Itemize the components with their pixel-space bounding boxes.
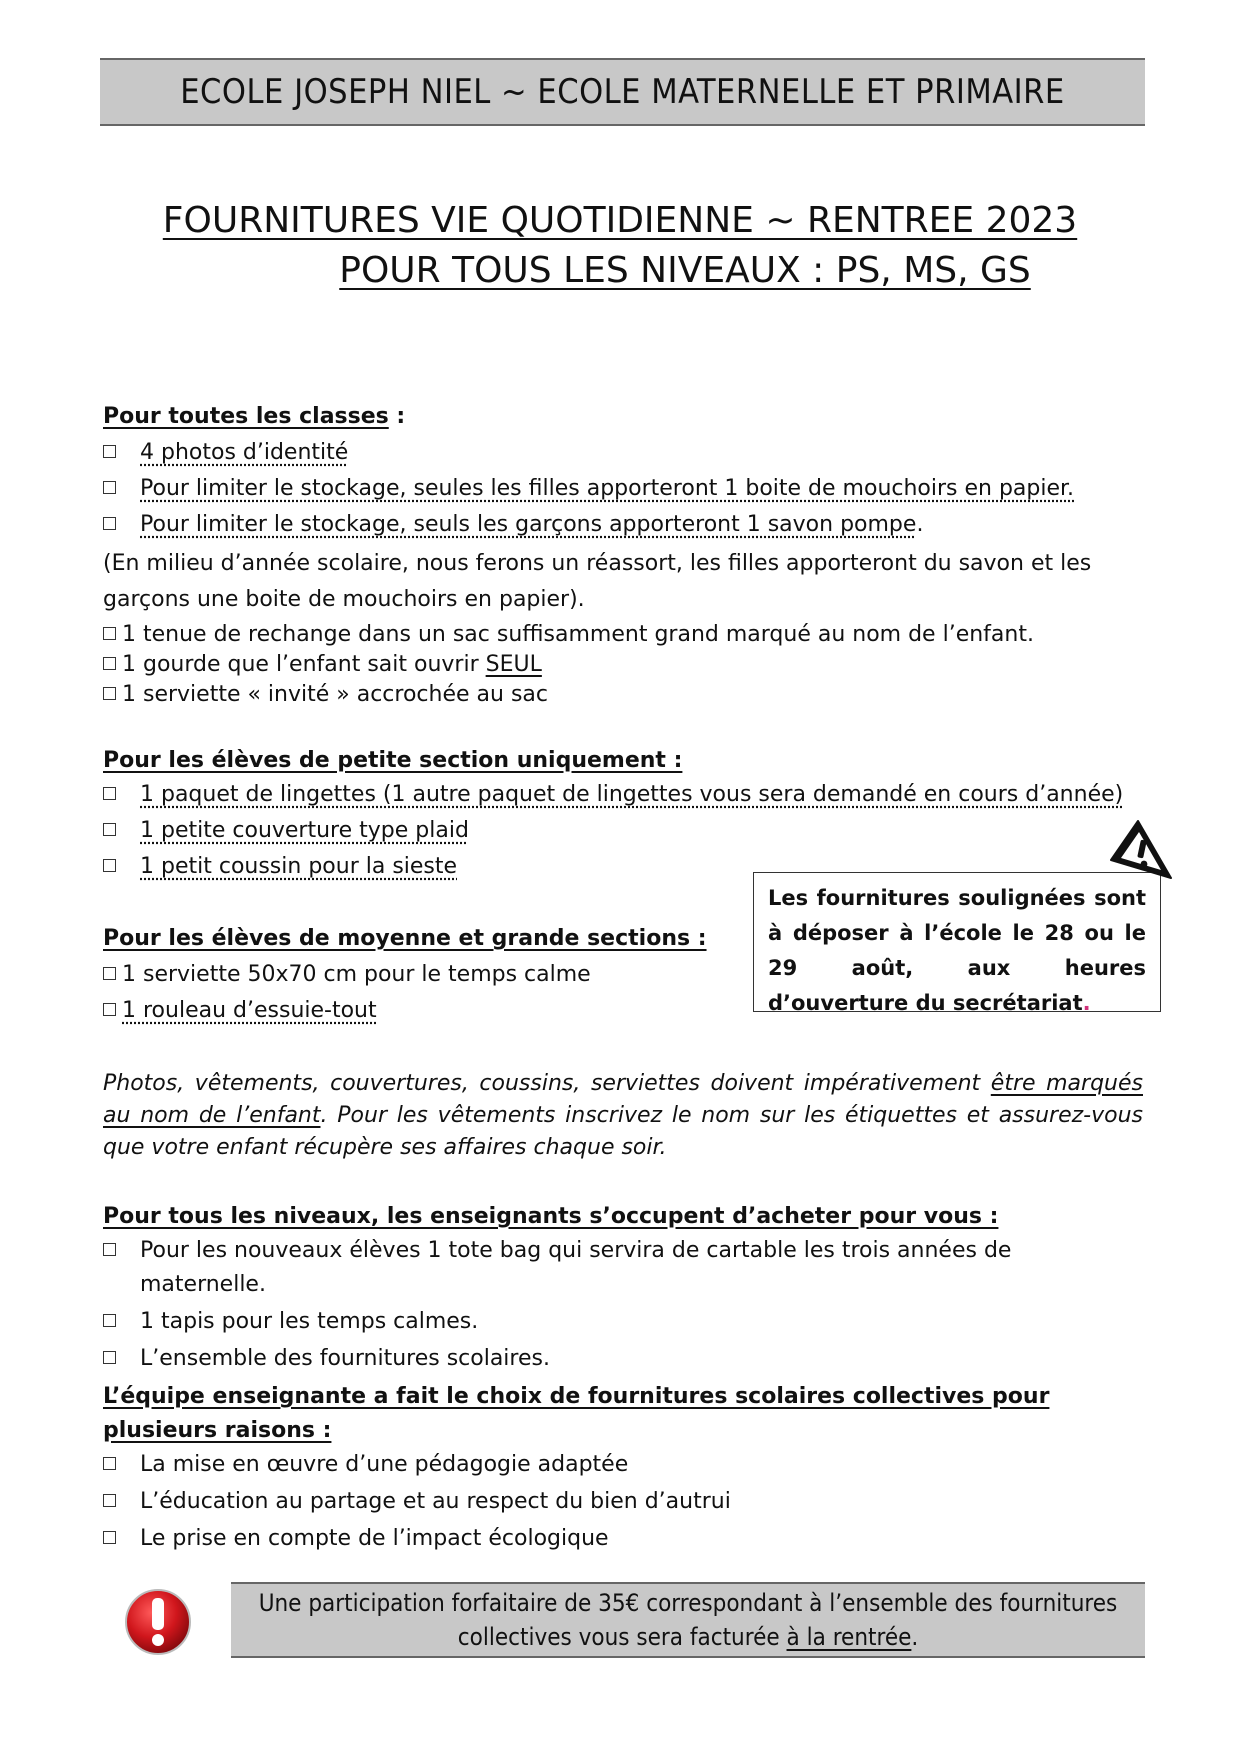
section-reasons — [103, 1380, 1143, 1556]
list-item: 1 petite couverture type plaid — [103, 814, 1143, 848]
checkbox-icon — [103, 517, 116, 530]
warning-triangle-icon — [1108, 818, 1174, 882]
section-heading: Pour tous les niveaux, les enseignants s’occupent d’acheter pour vous : — [103, 1204, 999, 1229]
list-item: 1 gourde que l’enfant sait ouvrir SEUL — [103, 648, 1143, 682]
section-moyenne-grande — [103, 922, 723, 1028]
list-item: 1 serviette 50x70 cm pour le temps calme — [103, 958, 723, 992]
checkbox-icon — [103, 1003, 116, 1016]
section-heading: L’équipe enseignante a fait le choix de fournitures scolaires collectives pour plusieurs raisons : — [103, 1384, 1050, 1443]
list-item: Pour limiter le stockage, seules les filles apporteront 1 boite de mouchoirs en papier. — [103, 472, 1143, 506]
section-petite-section — [103, 744, 1143, 884]
list-item: 1 paquet de lingettes (1 autre paquet de lingettes vous sera demandé en cours d’année) — [103, 778, 1143, 812]
fee-line-2: collectives vous sera facturée à la rentrée. — [457, 1623, 919, 1651]
list-item: 1 serviette « invité » accrochée au sac — [103, 678, 1143, 712]
checkbox-icon — [103, 657, 116, 670]
checkbox-icon — [103, 445, 116, 458]
section-heading: Pour les élèves de petite section uniquement : — [103, 748, 683, 773]
checkbox-icon — [103, 481, 116, 494]
fee-line-1: Une participation forfaitaire de 35€ correspondant à l’ensemble des fournitures — [258, 1589, 1118, 1617]
section-all-classes: Pour toutes les classes : 4 photos d’identité Pour limiter le stockage, seules les filles apporteront 1 boite de mouchoirs en papier. Pour limiter le stockage, seuls les garçons apporteront 1 savon pompe. (En milieu d’année scolaire, nous ferons un réassort, les filles apporteront du savon et les garçons une boite de mouchoirs en papier). 1 tenue de rechange dans un sac suffisamment grand marqué au nom de l’enfant. 1 gourde que l’enfant sait ouvrir SEUL 1 serviette « invité » accrochée au sac — [103, 400, 1143, 712]
list-item: L’ensemble des fournitures scolaires. — [103, 1342, 1143, 1376]
page-title: FOURNITURES VIE QUOTIDIENNE ~ RENTREE 2023 — [162, 200, 1078, 241]
list-item: Pour les nouveaux élèves 1 tote bag qui servira de cartable les trois années de maternelle. — [103, 1234, 1143, 1302]
dropoff-note: Les fournitures soulignées sont à déposer à l’école le 28 ou le 29 août, aux heures d’ouverture du secrétariat. — [753, 872, 1161, 1012]
checkbox-icon — [103, 1494, 116, 1507]
fee-banner — [231, 1582, 1145, 1658]
exclamation-circle-icon — [123, 1586, 193, 1656]
marking-reminder: Photos, vêtements, couvertures, coussins, serviettes doivent impérativement être marqués au nom de l’enfant. Pour les vêtements inscrivez le nom sur les étiquettes et assurez-vous que votre enfant récupère ses affaires chaque soir. — [103, 1071, 1144, 1160]
list-item: 1 tenue de rechange dans un sac suffisamment grand marqué au nom de l’enfant. — [103, 618, 1143, 652]
checkbox-icon — [103, 627, 116, 640]
checkbox-icon — [103, 967, 116, 980]
list-item: L’éducation au partage et au respect du bien d’autrui — [103, 1485, 1143, 1519]
list-item: La mise en œuvre d’une pédagogie adaptée — [103, 1448, 1143, 1482]
checkbox-icon — [103, 1314, 116, 1327]
section-heading: Pour les élèves de moyenne et grande sections : — [103, 926, 707, 951]
section-teachers-buy — [103, 1200, 1143, 1376]
checkbox-icon — [103, 1531, 116, 1544]
list-item: 1 petit coussin pour la sieste — [103, 850, 1143, 884]
school-name: ECOLE JOSEPH NIEL ~ ECOLE MATERNELLE ET PRIMAIRE — [180, 72, 1065, 112]
checkbox-icon — [103, 1457, 116, 1470]
checkbox-icon — [103, 687, 116, 700]
list-item: 4 photos d’identité — [103, 436, 1143, 470]
checkbox-icon — [103, 1243, 116, 1256]
page-subtitle: POUR TOUS LES NIVEAUX : PS, MS, GS — [339, 250, 1031, 291]
list-item: Pour limiter le stockage, seuls les garçons apporteront 1 savon pompe. — [103, 508, 1143, 542]
section-heading: Pour toutes les classes — [103, 404, 389, 429]
checkbox-icon — [103, 823, 116, 836]
list-item: 1 tapis pour les temps calmes. — [103, 1305, 1143, 1339]
checkbox-icon — [103, 859, 116, 872]
list-item: Le prise en compte de l’impact écologique — [103, 1522, 1143, 1556]
school-header — [100, 58, 1145, 126]
paren-note: (En milieu d’année scolaire, nous ferons un réassort, les filles apporteront du savon et les garçons une boite de mouchoirs en papier). — [103, 551, 1092, 612]
checkbox-icon — [103, 1351, 116, 1364]
checkbox-icon — [103, 787, 116, 800]
list-item: 1 rouleau d’essuie-tout — [103, 994, 723, 1028]
